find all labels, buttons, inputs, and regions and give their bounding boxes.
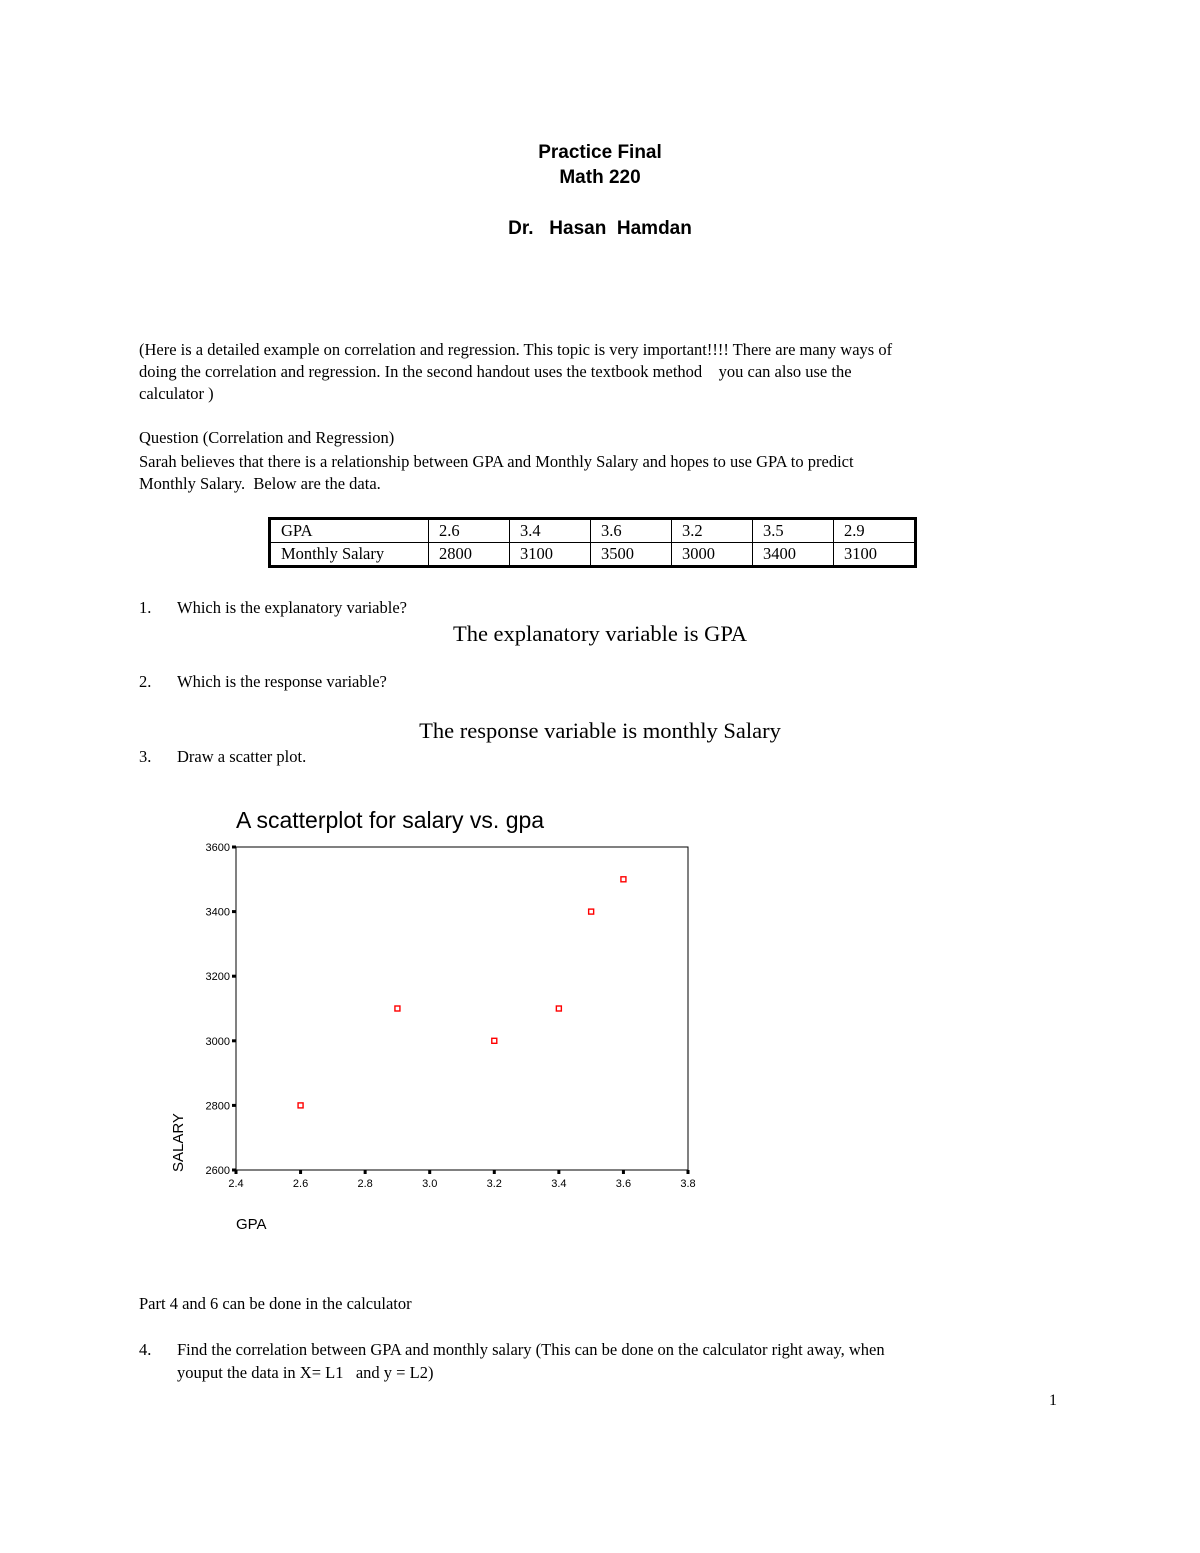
course-name: Math 220 <box>559 167 641 188</box>
table-cell: 3.6 <box>591 519 672 543</box>
table-cell: 3.2 <box>672 519 753 543</box>
data-point <box>395 1006 400 1011</box>
question-item-2 <box>139 671 387 693</box>
x-tick-label: 2.8 <box>357 1178 373 1190</box>
table-row-label: Monthly Salary <box>270 543 429 567</box>
data-table <box>268 517 917 568</box>
table-cell: 3.5 <box>753 519 834 543</box>
intro-paragraph <box>139 339 1059 405</box>
x-axis-label: GPA <box>236 1216 267 1233</box>
item-number: 2. <box>139 672 152 691</box>
item-text: Which is the explanatory variable? <box>177 598 407 617</box>
x-axis <box>228 1170 695 1190</box>
item-text: Draw a scatter plot. <box>177 747 307 766</box>
y-axis-label: SALARY <box>170 1113 187 1172</box>
x-tick-label: 3.8 <box>680 1178 696 1190</box>
answer-2: The response variable is monthly Salary <box>419 718 781 743</box>
item-number: 4. <box>139 1340 152 1359</box>
intro-line: calculator ) <box>139 384 214 403</box>
answer-1: The explanatory variable is GPA <box>452 621 748 646</box>
table-cell: 2.6 <box>429 519 510 543</box>
data-point <box>621 877 626 882</box>
data-point <box>556 1006 561 1011</box>
y-tick-label: 3200 <box>205 971 230 984</box>
x-tick-label: 2.6 <box>292 1178 309 1190</box>
question-item-3 <box>139 746 306 768</box>
scatter-plot <box>0 790 1200 1240</box>
part-note: Part 4 and 6 can be done in the calculator <box>139 1294 412 1313</box>
table-row <box>270 543 916 567</box>
item-number: 1. <box>139 598 152 617</box>
intro-line: doing the correlation and regression. In the second handout uses the textbook method you can also use the <box>139 362 852 381</box>
table-row <box>270 519 916 543</box>
plot-frame <box>236 847 688 1170</box>
data-point <box>298 1103 303 1108</box>
page-number: 1 <box>1049 1392 1057 1409</box>
table-cell: 3400 <box>753 543 834 567</box>
x-tick-label: 3.4 <box>551 1178 567 1190</box>
table-cell: 3.4 <box>510 519 591 543</box>
question-item-1 <box>139 597 407 619</box>
table-cell: 3500 <box>591 543 672 567</box>
y-tick-label: 3000 <box>205 1035 230 1048</box>
table-cell: 3000 <box>672 543 753 567</box>
table-row-label: GPA <box>270 519 429 543</box>
x-tick-label: 2.4 <box>228 1178 244 1190</box>
instructor-name: Dr. Hasan Hamdan <box>508 218 692 239</box>
question-description <box>139 451 1039 495</box>
item-text: Find the correlation between GPA and monthly salary (This can be done on the calculator right away, when <box>177 1340 885 1359</box>
question-desc-line: Monthly Salary. Below are the data. <box>139 474 381 493</box>
table-cell: 3100 <box>834 543 916 567</box>
data-point <box>589 909 594 914</box>
data-points <box>298 877 626 1108</box>
table-cell: 3100 <box>510 543 591 567</box>
item-text-continued: youput the data in X= L1 and y = L2) <box>177 1363 434 1382</box>
x-tick-label: 3.6 <box>615 1178 632 1190</box>
question-title: Question (Correlation and Regression) <box>139 428 395 447</box>
question-item-4 <box>139 1339 885 1361</box>
table-cell: 2800 <box>429 543 510 567</box>
question-desc-line: Sarah believes that there is a relationship between GPA and Monthly Salary and hopes to use GPA to predict <box>139 452 854 471</box>
chart-title: A scatterplot for salary vs. gpa <box>236 807 545 833</box>
x-tick-label: 3.0 <box>422 1178 438 1190</box>
y-tick-label: 3600 <box>205 842 230 854</box>
y-tick-label: 3400 <box>205 906 230 919</box>
data-point <box>492 1038 497 1043</box>
item-number: 3. <box>139 747 152 766</box>
x-tick-label: 3.2 <box>486 1178 502 1190</box>
table-cell: 2.9 <box>834 519 916 543</box>
y-tick-label: 2600 <box>205 1165 230 1177</box>
intro-line: (Here is a detailed example on correlation and regression. This topic is very important!!!! There are many ways of <box>139 340 893 359</box>
document-title: Practice Final <box>538 142 662 163</box>
y-axis <box>206 842 236 1177</box>
y-tick-label: 2800 <box>205 1100 230 1113</box>
item-text: Which is the response variable? <box>177 672 387 691</box>
